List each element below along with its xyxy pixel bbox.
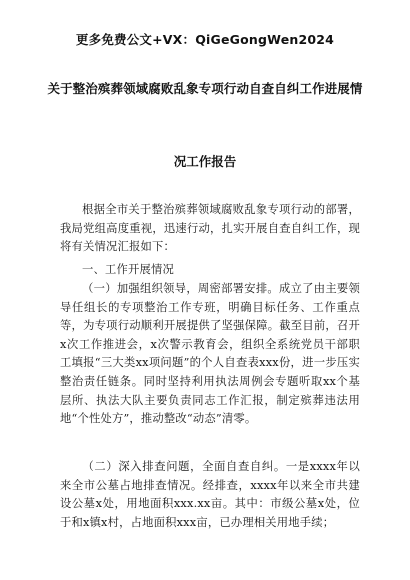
- watermark-text: 更多免费公文+VX：QiGeGongWen2024: [75, 32, 335, 47]
- body-paragraph-2: [60, 458, 360, 532]
- document-title-line-1: 关于整治殡葬领域腐败乱象专项行动自查自纠工作进展情: [47, 81, 363, 96]
- document-title-line-2: 况工作报告: [173, 154, 237, 169]
- body-paragraph-2-text: （二）深入排查问题，全面自查自纠。一是xxxx年以来全市公墓占地排查情况。经排查，xxxx年以来全市共建设公墓x处，用地面积xxx.xx亩。其中：市级公墓x处，位于和x镇x村，占地面积xxx亩，已办理相关用地手续；: [60, 460, 360, 529]
- body-paragraph-1-text: （一）加强组织领导，周密部署安排。成立了由主要领导任组长的专项整治工作专班，明确目标任务、工作重点等，为专项行动顺利开展提供了坚强保障。截至目前，召开x次工作推进会，x次警示教育会，组织全系统党员干部职工填报“三大类xx项问题”的个人自查表xxx份，进一步压实整治责任链条。同时坚持利用执法周例会专题听取xx个基层所、执法大队主要负责同志工作汇报，制定殡葬违法用地“个性处方”，推动整改“动态”清零。: [60, 282, 360, 426]
- intro-paragraph: [60, 201, 360, 257]
- body-paragraph-1: [60, 280, 360, 429]
- intro-text: 根据全市关于整治殡葬领域腐败乱象专项行动的部署，我局党组高度重视，迅速行动，扎实开展自查自纠工作，现将有关情况汇报如下：: [60, 203, 360, 254]
- section-heading: 一、工作开展情况: [82, 263, 174, 276]
